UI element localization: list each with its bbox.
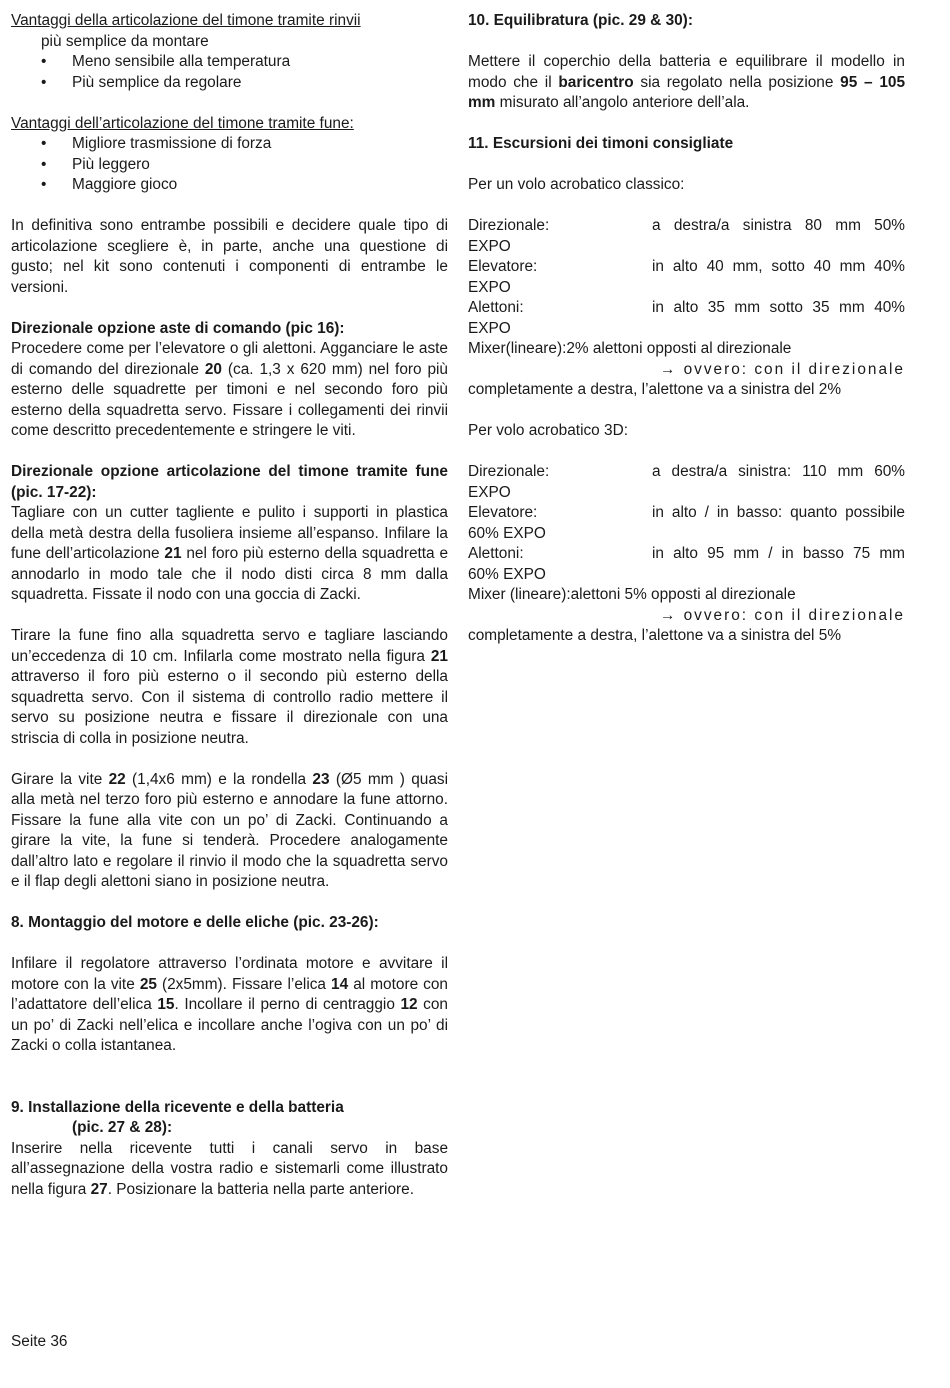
classic-intro: Per un volo acrobatico classico:	[468, 176, 685, 193]
heading-section-8: 8. Montaggio del motore e delle eliche (pic. 23-26):	[11, 914, 379, 931]
bullet-icon: •	[41, 176, 47, 193]
classic-tail: completamente a destra, l’alettone va a sinistra del 2%	[468, 381, 841, 398]
list-item: più semplice da montare	[41, 32, 209, 50]
setting-row: Elevatore: in alto / in basso: quanto possibile	[468, 504, 905, 521]
heading-dir-aste: Direzionale opzione aste di comando (pic 16):	[11, 319, 345, 337]
setting-row: Alettoni: in alto 95 mm / in basso 75 mm	[468, 545, 905, 562]
d3-ovvero: → ovvero: con il direzionale	[659, 606, 905, 624]
setting-row-cont: EXPO	[468, 278, 511, 296]
paragraph-tirare: Tirare la fune fino alla squadretta servo e tagliare lasciando un’eccedenza di 10 cm. Infilarla come mostrato nella figura 21 attraverso il foro più esterno o il secondo più esterno della squadretta servo. Con il sistema di controllo radio mettere il servo su posizione neutra e fissare il direzionale con una striscia di colla in posizione neutra.	[11, 627, 448, 747]
heading-section-10: 10. Equilibratura (pic. 29 & 30):	[468, 12, 693, 29]
page-number: Seite 36	[11, 1333, 68, 1350]
paragraph-section-9: Inserire nella ricevente tutti i canali servo in base all’assegnazione della vostra radio e sistemarli come illustrato nella figura 27. Posizionare la batteria nella parte anteriore.	[11, 1139, 448, 1198]
list-item: • Migliore trasmissione di forza	[11, 134, 448, 155]
paragraph-dir-aste: Procedere come per l’elevatore o gli alettoni. Agganciare le aste di comando del direzionale 20 (ca. 1,3 x 620 mm) nel foro più esterno delle squadrette per timoni e nel secondo foro più esterno della squadretta servo. Fissare i collegamenti dei rinvii come descritto precedentemente e stringere le viti.	[11, 340, 448, 439]
list-item: • Più semplice da regolare	[11, 73, 448, 94]
setting-row-cont: 60% EXPO	[468, 524, 546, 542]
setting-row-cont: EXPO	[468, 483, 511, 501]
setting-row: Direzionale: a destra/a sinistra: 110 mm 60%	[468, 463, 905, 480]
left-column	[11, 11, 448, 1200]
setting-row: Alettoni: in alto 35 mm sotto 35 mm 40%	[468, 299, 905, 316]
setting-row-cont: 60% EXPO	[468, 565, 546, 583]
bullet-icon: •	[41, 135, 47, 152]
paragraph-section-8: Infilare il regolatore attraverso l’ordinata motore e avvitare il motore con la vite 25 (2x5mm). Fissare l’elica 14 al motore con l’adattatore dell’elica 15. Incollare il perno di centraggio 12 con un po’ di Zacki nell’elica e incollare anche l’ogiva con un po’ di Zacki o colla istantanea.	[11, 955, 448, 1054]
list-item: • Meno sensibile alla temperatura	[11, 52, 448, 73]
paragraph-girare: Girare la vite 22 (1,4x6 mm) e la rondella 23 (Ø5 mm ) quasi alla metà nel terzo foro più esterno e annodare la fune attorno. Fissare la fune alla vite con un po’ di Zacki. Continuando a girare la vite, la fune si tenderà. Procedere analogamente dall’altro lato e regolare il rinvio il modo che la squadretta servo e il flap degli alettoni siano in posizione neutra.	[11, 770, 448, 890]
heading-section-11: 11. Escursioni dei timoni consigliate	[468, 135, 734, 152]
classic-ovvero: → ovvero: con il direzionale	[659, 360, 905, 378]
heading-dir-fune: Direzionale opzione articolazione del timone tramite fune (pic. 17-22):	[11, 463, 448, 501]
bullet-icon: •	[41, 73, 47, 91]
adv-rinvii-title: Vantaggi della articolazione del timone tramite rinvii	[11, 12, 361, 29]
d3-mixer: Mixer (lineare):alettoni 5% opposti al direzionale	[468, 586, 796, 603]
paragraph-definitiva: In definitiva sono entrambe possibili e decidere quale tipo di articolazione scegliere è, in parte, anche una questione di gusto; nel kit sono contenuti i componenti di entrambe le versioni.	[11, 217, 448, 296]
d3-intro: Per volo acrobatico 3D:	[468, 422, 628, 439]
bullet-icon: •	[41, 53, 47, 70]
classic-mixer: Mixer(lineare):2% alettoni opposti al direzionale	[468, 340, 792, 357]
adv-fune-title: Vantaggi dell’articolazione del timone tramite fune:	[11, 114, 354, 132]
setting-row: Elevatore: in alto 40 mm, sotto 40 mm 40%	[468, 258, 905, 275]
list-item: • Più leggero	[11, 155, 448, 176]
setting-row-cont: EXPO	[468, 319, 511, 337]
heading-section-9: 9. Installazione della ricevente e della batteria	[11, 1098, 344, 1116]
setting-row-cont: EXPO	[468, 237, 511, 255]
bullet-icon: •	[41, 155, 47, 173]
paragraph-dir-fune: Tagliare con un cutter tagliente e pulito i supporti in plastica della metà destra della fusoliera insieme all’espanso. Infilare la fune dell’articolazione 21 nel foro più esterno della squadretta e annodarlo in modo tale che il nodo disti circa 8 mm dalla squadretta. Fissate il nodo con una goccia di Zacki.	[11, 504, 449, 603]
list-item: • Maggiore gioco	[11, 175, 448, 196]
d3-tail: completamente a destra, l’alettone va a sinistra del 5%	[468, 627, 841, 644]
setting-row: Direzionale: a destra/a sinistra 80 mm 50%	[468, 217, 905, 234]
paragraph-section-10: Mettere il coperchio della batteria e equilibrare il modello in modo che il baricentro sia regolato nella posizione 95 – 105 mm misurato all’angolo anteriore dell’ala.	[468, 53, 906, 111]
heading-section-9-sub: (pic. 27 & 28):	[72, 1119, 173, 1136]
right-column	[468, 11, 905, 647]
